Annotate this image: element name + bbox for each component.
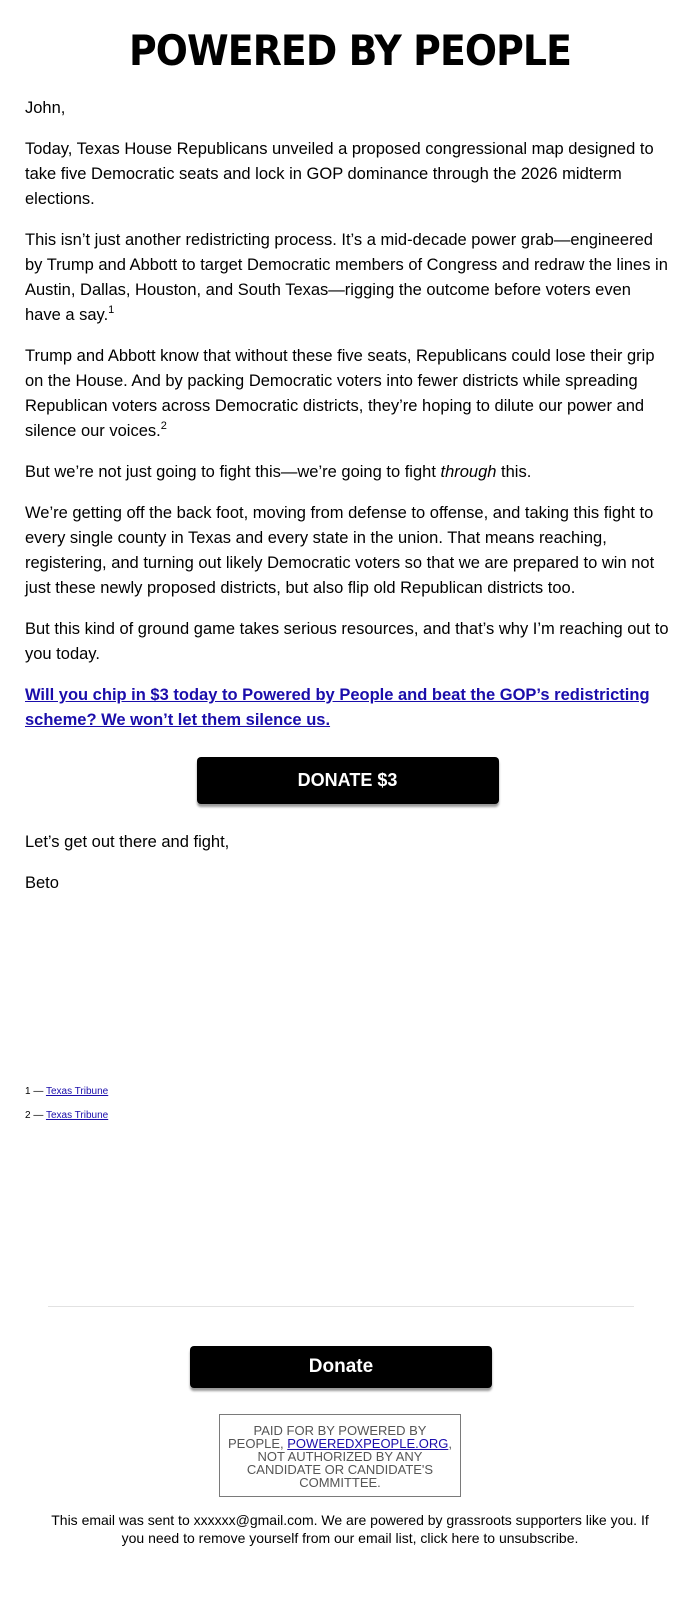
donate-cta-link[interactable]: Will you chip in $3 today to Powered by People and beat the GOP’s redistricting scheme? We won’t let them silence us. (25, 686, 650, 729)
website-link[interactable]: POWEREDXPEOPLE.ORG (287, 1436, 449, 1451)
paragraph-4-text-a: But we’re not just going to fight this—we’re going to fight (25, 463, 441, 481)
paragraph-2-text: This isn’t just another redistricting process. It’s a mid-decade power grab—engineered by Trump and Abbott to target Democratic members of Congress and redraw the lines in Austin, Dallas, Houston, and South Texas—rigging the outcome before voters even have a say. (25, 231, 668, 324)
paid-for-text-a: PAID FOR BY POWERED BY PEOPLE, (228, 1423, 427, 1451)
paragraph-4 (25, 460, 670, 485)
footnote-2 (25, 1104, 108, 1128)
footnote-1-number: 1 — (25, 1086, 44, 1097)
paragraph-3 (25, 344, 670, 444)
paid-for-disclaimer (219, 1414, 461, 1497)
greeting: John, (25, 99, 66, 117)
email-body (25, 96, 670, 912)
footnotes (25, 1080, 108, 1128)
footnote-ref-1: 1 (108, 304, 115, 316)
footnote-1-link[interactable]: Texas Tribune (45, 1086, 109, 1097)
divider (48, 1306, 634, 1307)
footnote-ref-2: 2 (160, 420, 167, 432)
paragraph-2 (25, 228, 670, 328)
paragraph-3-text: Trump and Abbott know that without these five seats, Republicans could lose their grip on the House. And by packing Democratic voters into fewer districts while spreading Republican voters across Democratic districts, they’re hoping to dilute our power and silence our voices. (25, 347, 655, 440)
footnote-1 (25, 1080, 108, 1104)
cta-paragraph (25, 683, 670, 733)
footer-donate-button[interactable]: Donate (190, 1346, 492, 1388)
paragraph-6: But this kind of ground game takes serious resources, and that’s why I’m reaching out to you today. (25, 620, 669, 663)
footnote-2-link[interactable]: Texas Tribune (45, 1110, 109, 1121)
paragraph-4-text-b: this. (496, 463, 532, 481)
donate-3-button[interactable]: DONATE $3 (197, 757, 499, 804)
paragraph-5: We’re getting off the back foot, moving from defense to offense, and taking this fight to every single county in Texas and every state in the union. That means reaching, registering, and turning out likely Democratic voters so that we are prepared to win not just these newly proposed districts, but also flip old Republican districts too. (25, 504, 655, 597)
paragraph-4-emphasis: through (440, 463, 497, 481)
footnote-2-number: 2 — (25, 1110, 44, 1121)
paragraph-1: Today, Texas House Republicans unveiled a proposed congressional map designed to take five Democratic seats and lock in GOP dominance through the 2026 midterm elections. (25, 140, 654, 208)
closing-line: Let’s get out there and fight, (25, 833, 230, 851)
logo-wordmark: POWERED BY PEOPLE (128, 26, 572, 75)
donate-button-row (25, 757, 670, 804)
signature: Beto (25, 874, 59, 892)
paid-for-text-b: , NOT AUTHORIZED BY ANY CANDIDATE OR CANDIDATE'S COMMITTEE. (246, 1436, 452, 1490)
footer-notice: This email was sent to xxxxxx@gmail.com. We are powered by grassroots supporters like you. If you need to remove yourself from our email list, click here to unsubscribe. (51, 1512, 649, 1546)
